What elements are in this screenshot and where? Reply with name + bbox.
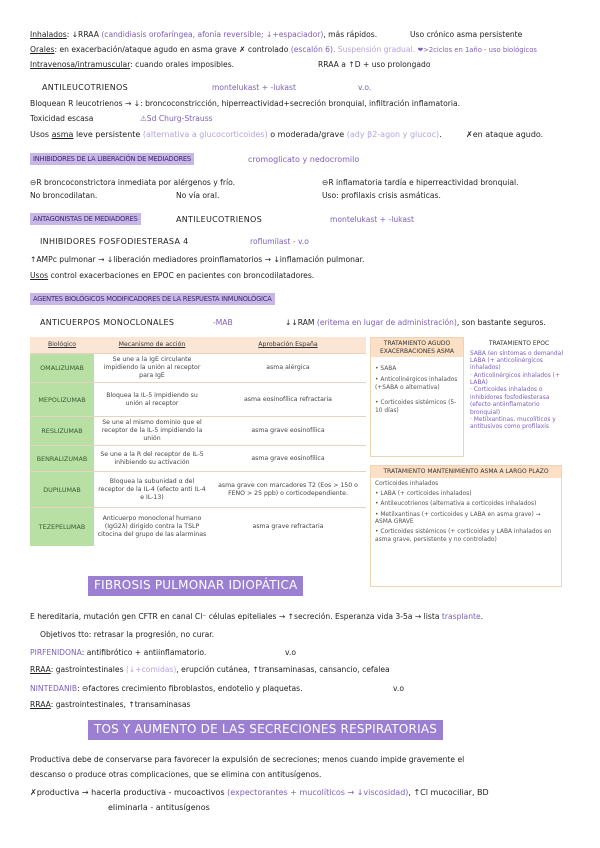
table-row [30, 472, 366, 508]
biologico-approval: asma grave eosinofílica [210, 417, 366, 446]
antagonistas-title: ANTILEUCOTRIENOS [176, 215, 262, 224]
antileucotrienos-route: v.o. [358, 83, 372, 92]
uses-leve: leve persistente [73, 130, 143, 139]
biologicos-table [30, 337, 366, 546]
rraa-label: RRAA [30, 665, 51, 674]
box-epoc-list [467, 350, 571, 433]
mediadores-b1: ⊖R inflamatoria tardía e hiperreactividad bronquial. [322, 178, 519, 187]
list-item: Corticoides inhalados [375, 480, 439, 487]
biologico-mechanism: Se une a la R del receptor de IL-5 inhibiendo su activación [94, 446, 210, 472]
biologico-mechanism: Bloquea la IL-5 impidiendo su unión al receptor [94, 383, 210, 417]
biologico-name: OMALIZUMAB [30, 354, 94, 383]
table-row [30, 354, 366, 383]
tos-line3 [30, 788, 489, 798]
list-item: SABA (en síntomas o demanda) [470, 350, 564, 357]
table-header-biologico: Biológico [30, 337, 94, 354]
antileucotrienos-uses [30, 130, 442, 140]
uses-period: . [439, 130, 442, 139]
box-tratamiento-agudo [370, 337, 464, 457]
nintedanib-text: : ⊖factores crecimiento fibroblastos, endotelio y plaquetas. [77, 684, 303, 693]
mediadores-a2: No broncodilatan. [30, 191, 98, 200]
inhalados-text-end: , más rápidos. [323, 30, 378, 39]
intro-line-orales [30, 45, 537, 55]
list-item: • SABA [375, 366, 397, 372]
anticuerpos-ram [285, 318, 546, 328]
biologico-approval: asma grave eosinofílica [210, 446, 366, 472]
biologico-mechanism: Bloquea la subunidad α del receptor de la IL-4 (efecto anti IL-4 e IL-13) [94, 472, 210, 508]
rraa-text: : gastrointestinales, ↑transaminasas [50, 700, 191, 709]
table-row [30, 417, 366, 446]
antagonistas-header: ANTAGONISTAS DE MEDIADORES [30, 213, 141, 225]
pirfenidona-text: : antifibrótico + antiinflamatorio. [81, 648, 207, 657]
biologico-approval: asma grave con marcadores T2 (Eos > 150 o FENO > 25 ppb) o corticodependiente. [210, 472, 366, 508]
biologico-name: DUPILUMAB [30, 472, 94, 508]
biologico-name: RESLIZUMAB [30, 417, 94, 446]
biologico-approval: asma eosinofílica refractaria [210, 383, 366, 417]
list-item: LABA (+ anticolinérgicos inhalados) [470, 357, 543, 372]
box-agudo-title: TRATAMIENTO AGUDO EXACERBACIONES ASMA [371, 338, 463, 357]
biologicos-header: AGENTES BIOLÓGICOS MODIFICADORES DE LA RESPUESTA INMUNOLÓGICA [30, 293, 275, 305]
pirfenidona-line [30, 648, 206, 658]
tos-mucoactivos: (expectorantes + mucolíticos → ↓viscosidad) [227, 788, 409, 797]
list-item: • Corticoides sistémicos (+ corticoides y LABA inhalados en asma grave, persistente y no controlado) [375, 529, 552, 543]
fibrosis-line1 [30, 612, 483, 622]
ram-label: ↓↓RAM [285, 318, 317, 327]
list-item: · Anticolinérgicos inhalados (+ LABA) [470, 372, 560, 386]
mediadores-b2: Uso: profilaxis crisis asmáticas. [322, 191, 441, 200]
uso-cronico: Uso crónico asma persistente [410, 30, 523, 39]
pirfenidona-name: PIRFENIDONA [30, 648, 82, 657]
table-row [30, 383, 366, 417]
uses-no-ataque: ✗en ataque agudo. [466, 130, 544, 139]
uses-asma: asma [51, 130, 74, 139]
nintedanib-route: v.o [393, 684, 404, 693]
box-tratamiento-epoc [466, 337, 572, 457]
pirfenidona-rraa [30, 665, 390, 675]
box-mantenimiento-asma [370, 465, 562, 587]
fibrosis-header: FIBROSIS PULMONAR IDIOPÁTICA [88, 576, 303, 596]
tos-header: TOS Y AUMENTO DE LAS SECRECIONES RESPIRATORIAS [88, 720, 443, 740]
pirfenidona-route: v.o [285, 648, 296, 657]
fibrosis-text: E hereditaria, mutación gen CFTR en canal Cl⁻ células epiteliales → ↑secreción. Esperanza vida 3-5a → lista [30, 612, 442, 621]
biologico-mechanism: Se une a la IgE circulante impidiendo la unión al receptor para IgE [94, 354, 210, 383]
antileucotrienos-title: ANTILEUCOTRIENOS [42, 83, 128, 92]
pde4-drug: roflumilast - v.o [250, 237, 309, 246]
pde4-uses-label: Usos [30, 271, 49, 280]
antileucotrienos-drugs: montelukast + -lukast [212, 83, 296, 92]
box-mantenimiento-list [371, 478, 561, 548]
orales-suspension: Suspensión gradual. [335, 45, 418, 54]
tos-line1: Productiva debe de conservarse para favorecer la expulsión de secreciones; menos cuando impide gravemente el [30, 755, 465, 764]
pde4-uses-text: control exacerbaciones en EPOC en pacientes con broncodilatadores. [48, 271, 315, 280]
mediadores-header: INHIBIDORES DE LA LIBERACIÓN DE MEDIADORES [30, 153, 194, 165]
list-item: · Metilxantinas, mucolíticos y antitusivos como profilaxis [470, 416, 556, 431]
fibrosis-objetivos: Objetivos tto: retrasar la progresión, no curar. [40, 630, 215, 639]
ram-seguros: , son bastante seguros. [456, 318, 546, 327]
biologico-name: BENRALIZUMAB [30, 446, 94, 472]
uses-moderada: o moderada/grave [267, 130, 347, 139]
uses-label: Usos [30, 130, 52, 139]
biologico-mechanism: Anticuerpo monoclonal humano (IgG2λ) dirigido contra la TSLP citocina del grupo de las alarminas [94, 508, 210, 546]
box-mantenimiento-title: TRATAMIENTO MANTENIMIENTO ASMA A LARGO PLAZO [371, 466, 561, 478]
anticuerpos-suffix: -MAB [213, 318, 233, 327]
rraa-label: RRAA [30, 700, 51, 709]
tos-productiva: ✗productiva → hacerla productiva - mucoactivos [30, 788, 228, 797]
table-header-aprobacion: Aprobación España [210, 337, 366, 354]
nintedanib-name: NINTEDANIB [30, 684, 78, 693]
list-item: • Corticoides sistémicos (5-10 días) [375, 400, 457, 414]
pde4-uses [30, 271, 314, 281]
antileucotrienos-toxicity: Toxicidad escasa [30, 114, 94, 123]
intravenosa-text: : cuando orales imposibles. [130, 60, 235, 69]
pde4-mechanism: ↑AMPc pulmonar → ↓liberación mediadores proinflamatorios → ↓inflamación pulmonar. [30, 255, 365, 264]
uses-adyuvante: (ady β2-agon y glucoc) [346, 130, 440, 139]
fibrosis-period: . [480, 612, 484, 621]
tos-line2: descanso o produce otras complicaciones, que se elimina con antitusígenos. [30, 770, 322, 779]
mediadores-a1: ⊖R broncoconstrictora inmediata por alérgenos y frío. [30, 178, 236, 187]
list-item: • Metilxantinas (+ corticoides y LABA en asma grave) → ASMA GRAVE [375, 511, 541, 525]
pde4-title: INHIBIDORES FOSFODIESTERASA 4 [40, 237, 189, 246]
inhalados-note: (candidiasis orofaríngea, afonía reversible; ↓+espaciador) [101, 30, 324, 39]
list-item: · Corticoides inhalados o inhibidores fosfodiesterasa (efecto antiinflamatorio bronquial) [470, 387, 550, 416]
mediadores-a3: No vía oral. [176, 191, 220, 200]
orales-text: : en exacerbación/ataque agudo en asma grave ✗ controlado [54, 45, 291, 54]
anticuerpos-title: ANTICUERPOS MONOCLONALES [40, 318, 175, 327]
uses-alternativa: (alternativa a glucocorticoides) [142, 130, 268, 139]
fibrosis-trasplante: trasplante [441, 612, 481, 621]
mediadores-drugs: cromoglicato y nedocromilo [248, 155, 360, 164]
antagonistas-drugs: montelukast + -lukast [330, 215, 414, 224]
nintedanib-line [30, 684, 302, 694]
intro-line-intravenosa [30, 60, 234, 70]
ram-eritema: (eritema en lugar de administración) [316, 318, 457, 327]
orales-label: Orales [30, 45, 55, 54]
biologico-name: TEZEPELUMAB [30, 508, 94, 546]
orales-biologicos: ❤>2ciclos en 1año - uso biológicos [417, 46, 537, 54]
rraa-text: : gastrointestinales [50, 665, 126, 674]
orales-escalon: (escalón 6). [290, 45, 336, 54]
box-epoc-title: TRATAMIENTO EPOC [467, 338, 571, 350]
antileucotrienos-mechanism: Bloquean R leucotrienos → ↓: broncoconstricción, hiperreactividad+secreción bronquial, infiltración inflamatoria. [30, 99, 461, 108]
nintedanib-rraa [30, 700, 190, 710]
intro-line-inhalados [30, 30, 377, 40]
table-row [30, 446, 366, 472]
table-header-mecanismo: Mecanismo de acción [94, 337, 210, 354]
churg-strauss-warning: ⚠Sd Churg-Strauss [140, 114, 213, 123]
inhalados-text: : ↓RRAA [66, 30, 102, 39]
list-item: • Antileucotrienos (alternativa a corticoides inhalados) [375, 501, 537, 508]
tos-line4: eliminarla - antitusígenos [108, 803, 210, 812]
list-item: • LABA (+ corticoides inhalados) [375, 490, 472, 497]
biologico-approval: asma alérgica [210, 354, 366, 383]
biologico-name: MEPOLIZUMAB [30, 383, 94, 417]
inhalados-label: Inhalados [30, 30, 67, 39]
biologico-mechanism: Se une al mismo dominio que el receptor de la IL-5 impidiendo la unión [94, 417, 210, 446]
box-agudo-list [371, 357, 463, 418]
tos-mucociliar: , ↑Cl mucociliar, BD [408, 788, 489, 797]
intravenosa-rraa: RRAA a ↑D + uso prolongado [318, 60, 431, 69]
intravenosa-label: Intravenosa/intramuscular [30, 60, 131, 69]
biologico-approval: asma grave refractaria [210, 508, 366, 546]
list-item: • Anticolinérgicos inhalados (+SABA o alternativa) [375, 377, 458, 391]
table-row [30, 508, 366, 546]
rraa-rest: , erupción cutánea, ↑transaminasas, cansancio, cefalea [176, 665, 390, 674]
rraa-comidas: (↓+comidas) [125, 665, 177, 674]
